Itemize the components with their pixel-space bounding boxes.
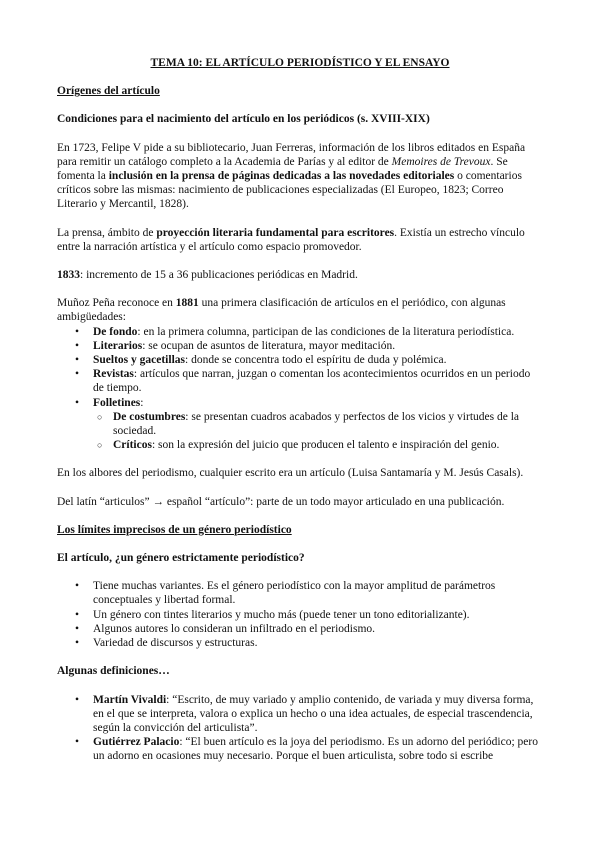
list-item: • Martín Vivaldi: “Escrito, de muy variado y amplio contenido, de variada y muy diversa forma, en el que se interpreta, valora o explica un hecho o una idea actuales, de especial trascendencia, según la convicción del articulista”. (57, 693, 543, 736)
sub-list-item: ○ Críticos: son la expresión del juicio que producen el talento e inspiración del genio. (57, 438, 543, 452)
list-item: • Folletines: (57, 396, 543, 410)
list-item: • Tiene muchas variantes. Es el género periodístico con la mayor amplitud de parámetros conceptuales y libertad formal. (57, 579, 543, 607)
subheading-genero: El artículo, ¿un género estrictamente periodístico? (57, 552, 305, 565)
list-item: • Revistas: artículos que narran, juzgan o comentan los acontecimientos ocurridos en un periodo de tiempo. (57, 367, 543, 395)
paragraph-prensa: La prensa, ámbito de proyección literaria fundamental para escritores. Existía un estrecho vínculo entre la narración artística y el artículo como espacio promovedor. (57, 226, 525, 253)
paragraph-albores: En los albores del periodismo, cualquier escrito era un artículo (Luisa Santamaría y M. Jesús Casals). (57, 467, 524, 480)
classification-list (57, 325, 543, 453)
list-item: • Algunos autores lo consideran un infiltrado en el periodismo. (57, 622, 543, 636)
paragraph-1723: En 1723, Felipe V pide a su bibliotecario, Juan Ferreras, información de los libros editados en España para remitir un catálogo completo a la Academia de Parías y al editor de Memoires de Trevoux. Se fomenta la inclusión en la prensa de páginas dedicadas a las novedades editoriales o comentarios críticos sobre las mismas: nacimiento de publicaciones especializadas (El Europeo, 1823; Correo Literario y Mercantil, 1828). (57, 141, 526, 211)
list-item: • Variedad de discursos y estructuras. (57, 636, 543, 650)
paragraph-1881: Muñoz Peña reconoce en 1881 una primera clasificación de artículos en el periódico, con algunas ambigüedades: (57, 297, 506, 324)
list-item: • De fondo: en la primera columna, participan de las condiciones de la literatura periodística. (57, 325, 543, 339)
genre-list (57, 579, 543, 650)
list-item: • Un género con tintes literarios y mucho más (puede tener un tono editorializante). (57, 608, 543, 622)
section-heading-limites: Los límites imprecisos de un género periodístico (57, 523, 292, 536)
list-item: • Literarios: se ocupan de asuntos de literatura, mayor meditación. (57, 339, 543, 353)
list-item: • Gutiérrez Palacio: “El buen artículo es la joya del periodismo. Es un adorno del periódico; pero un adorno en ocasiones muy necesario. Porque el buen articulista, sobre todo si escribe (57, 735, 543, 763)
subheading-condiciones: Condiciones para el nacimiento del artículo en los periódicos (s. XVIII-XIX) (57, 113, 430, 126)
subheading-definiciones: Algunas definiciones… (57, 665, 170, 678)
section-heading-origenes: Orígenes del artículo (57, 85, 160, 98)
sub-list-item: ○ De costumbres: se presentan cuadros acabados y perfectos de los vicios y virtudes de la sociedad. (57, 410, 543, 438)
list-item: • Sueltos y gacetillas: donde se concentra todo el espíritu de duda y polémica. (57, 353, 543, 367)
page-title: TEMA 10: EL ARTÍCULO PERIODÍSTICO Y EL ENSAYO (150, 57, 450, 69)
paragraph-1833: 1833: incremento de 15 a 36 publicaciones periódicas en Madrid. (57, 269, 358, 282)
definitions-list (57, 693, 543, 764)
paragraph-latin: Del latín “articulos” → español “artículo”: parte de un todo mayor articulado en una publicación. (57, 495, 505, 508)
